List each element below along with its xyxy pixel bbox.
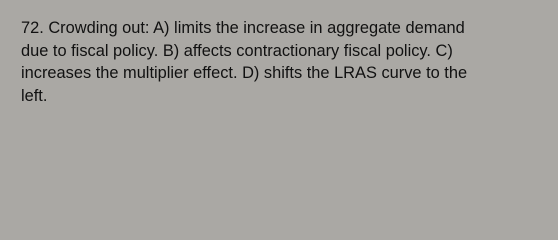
- question-line-2: due to fiscal policy. B) affects contractionary fiscal policy. C): [21, 41, 453, 60]
- question-text: [21, 17, 546, 107]
- question-line-3: increases the multiplier effect. D) shifts the LRAS curve to the: [21, 64, 468, 82]
- question-line-4: left.: [21, 86, 48, 105]
- question-line-1: 72. Crowding out: A) limits the increase in aggregate demand: [21, 19, 465, 37]
